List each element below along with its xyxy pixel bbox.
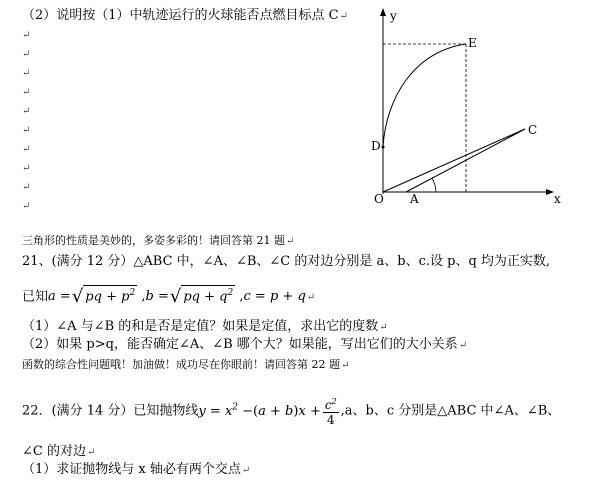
return-mark: ↵ [22,201,31,212]
return-mark: ↵ [339,11,349,22]
q21-stem-text: 21、(满分 12 分）△ABC 中，∠A、∠B、∠C 的对边分别是 a、b、c.设 p、q 均为正实数, [22,254,551,269]
return-mark: ↵ [306,292,316,304]
return-mark: ↵ [22,87,31,98]
return-mark: ↵ [341,360,350,371]
q22-stem-b: ,a、b、c 分别是△ABC 中∠A、∠B、 [340,403,561,419]
point-d [382,146,385,149]
hint-21-line [22,232,294,250]
return-mark: ↵ [241,465,251,476]
return-mark: ↵ [22,30,31,41]
q22-part1-line [22,461,250,479]
q21-part1-line [22,318,388,336]
label-c: C [528,123,538,137]
trajectory-curve [383,44,466,147]
return-mark: ↵ [458,340,468,351]
label-a: A [410,192,419,206]
line-o-c [383,129,525,192]
q20-part2-text: （2）说明按（1）中轨迹运行的火球能否点燃目标点 C [22,8,339,23]
return-mark: ↵ [22,182,31,193]
q22-part1-text: （1）求证抛物线与 x 轴必有两个交点 [22,462,241,477]
hint-21-text: 三角形的性质是美妙的，多姿多彩的！请回答第 21 题 [22,234,285,247]
return-mark: ↵ [22,68,31,79]
q21-given-prefix: 已知 [22,289,49,305]
return-mark: ↵ [22,163,31,174]
y-axis-arrow [380,8,386,16]
return-mark: ↵ [86,447,96,458]
hint-22-text: 函数的综合性问题哦！加油做！成功尽在你眼前！请回答第 22 题 [22,358,340,371]
q21-part2-line [22,336,467,354]
q22-stem-c: ∠C 的对边 [22,444,86,459]
return-mark: ↵ [22,49,31,60]
coordinate-figure [368,4,568,214]
q22-stem-line [22,395,560,427]
q22-stem-a: 22．(满分 14 分）已知抛物线 [22,403,199,419]
label-o: O [374,192,384,206]
line-a-c [406,129,525,192]
q21-given-line [22,285,315,306]
return-mark: ↵ [22,125,31,136]
parabola-formula: $y = x^2 -(a + b)x$ + $\frac{c^2}{4}$ [198,397,337,427]
q21-part2-text: （2）如果 p>q，能否确定∠A、∠B 哪个大？如果能，写出它们的大小关系 [22,337,458,352]
return-mark: ↵ [286,236,295,247]
label-e: E [468,36,477,50]
empty-paragraph-marks [22,30,30,220]
label-d: D [371,139,381,153]
angle-arc [432,178,436,192]
return-mark: ↵ [22,144,31,155]
q21-stem-line [22,253,550,270]
q22-stem-cont-line [22,443,95,461]
label-x: x [554,192,561,206]
hint-22-line [22,356,349,374]
x-axis-arrow [546,189,554,195]
return-mark: ↵ [379,322,388,333]
q20-part2-line [22,7,348,25]
q21-part1-text: （1）∠A 与∠B 的和是否是定值？如果是定值，求出它的度数 [22,319,379,334]
given-formula: a =√ pq + $p^2$ ,b =√ pq + $q^2$ ,c = p + q [48,286,306,308]
return-mark: ↵ [22,106,31,117]
label-y: y [390,9,397,23]
